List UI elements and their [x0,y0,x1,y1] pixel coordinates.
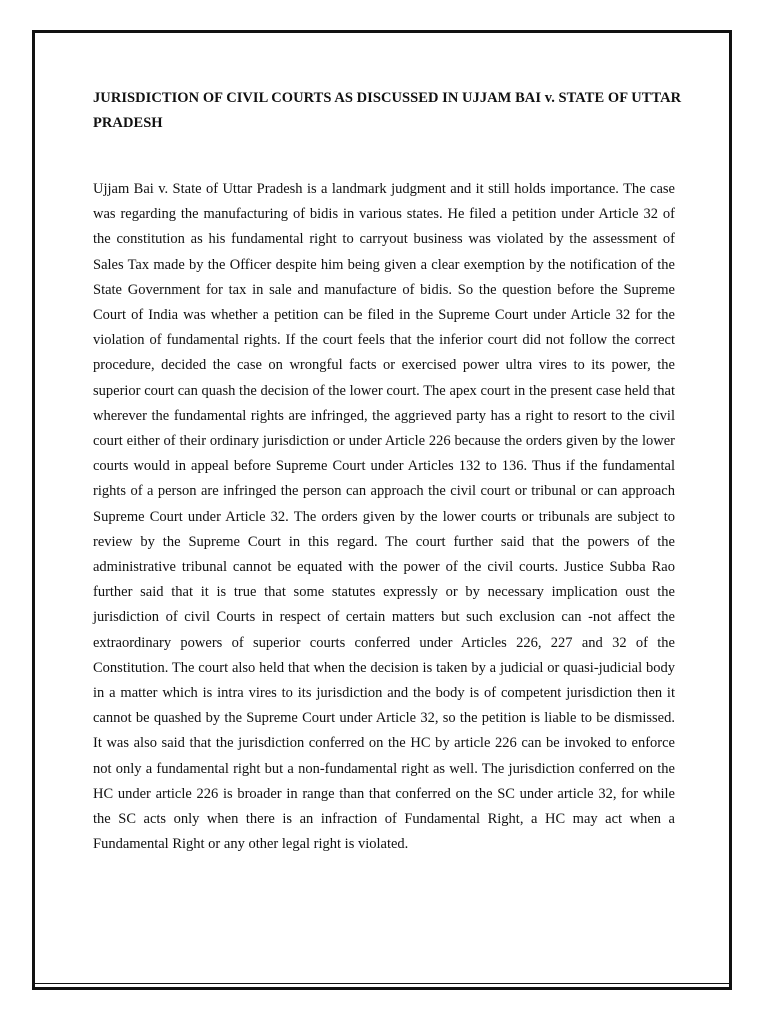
page-border-bottom-rule [35,983,729,984]
body-paragraph: Ujjam Bai v. State of Uttar Pradesh is a landmark judgment and it still holds importance. The case was regarding the manufacturing of bidis in various states. He filed a petition under Article 32 of the constitution as his fundamental right to carryout business was violated by the assessment of Sales Tax made by the Officer despite him being given a clear exemption by the notification of the State Government for tax in sale and manufacture of bidis. So the question before the Supreme Court of India was whether a petition can be filed in the Supreme Court under Article 32 for the violation of fundamental rights. If the court feels that the inferior court did not follow the correct procedure, decided the case on wrongful facts or exercised power ultra vires to its power, the superior court can quash the decision of the lower court. The apex court in the present case held that wherever the fundamental rights are infringed, the aggrieved party has a right to resort to the civil court either of their ordinary jurisdiction or under Article 226 because the orders given by the lower courts would in appeal before Supreme Court under Articles 132 to 136. Thus if the fundamental rights of a person are infringed the person can approach the civil court or tribunal or can approach Supreme Court under Article 32. The orders given by the lower courts or tribunals are subject to review by the Supreme Court in this regard. The court further said that the powers of the administrative tribunal cannot be equated with the power of the civil courts. Justice Subba Rao further said that it is true that some statutes expressly or by necessary implication oust the jurisdiction of civil Courts in respect of certain matters but such exclusion can -not affect the extraordinary powers of superior courts conferred under Articles 226, 227 and 32 of the Constitution. The court also held that when the decision is taken by a judicial or quasi-judicial body in a matter which is intra vires to its jurisdiction and the body is of competent jurisdiction then it cannot be quashed by the Supreme Court under Article 32, so the petition is liable to be dismissed. It was also said that the jurisdiction conferred on the HC by article 226 can be invoked to enforce not only a fundamental right but a non-fundamental right as well. The jurisdiction conferred on the HC under article 226 is broader in range than that conferred on the SC under article 32, for while the SC acts only when there is an infraction of Fundamental Right, a HC may act when a Fundamental Right or any other legal right is violated. [93,181,675,853]
document-title: JURISDICTION OF CIVIL COURTS AS DISCUSSED IN UJJAM BAI v. STATE OF UTTAR PRADESH [93,90,682,131]
